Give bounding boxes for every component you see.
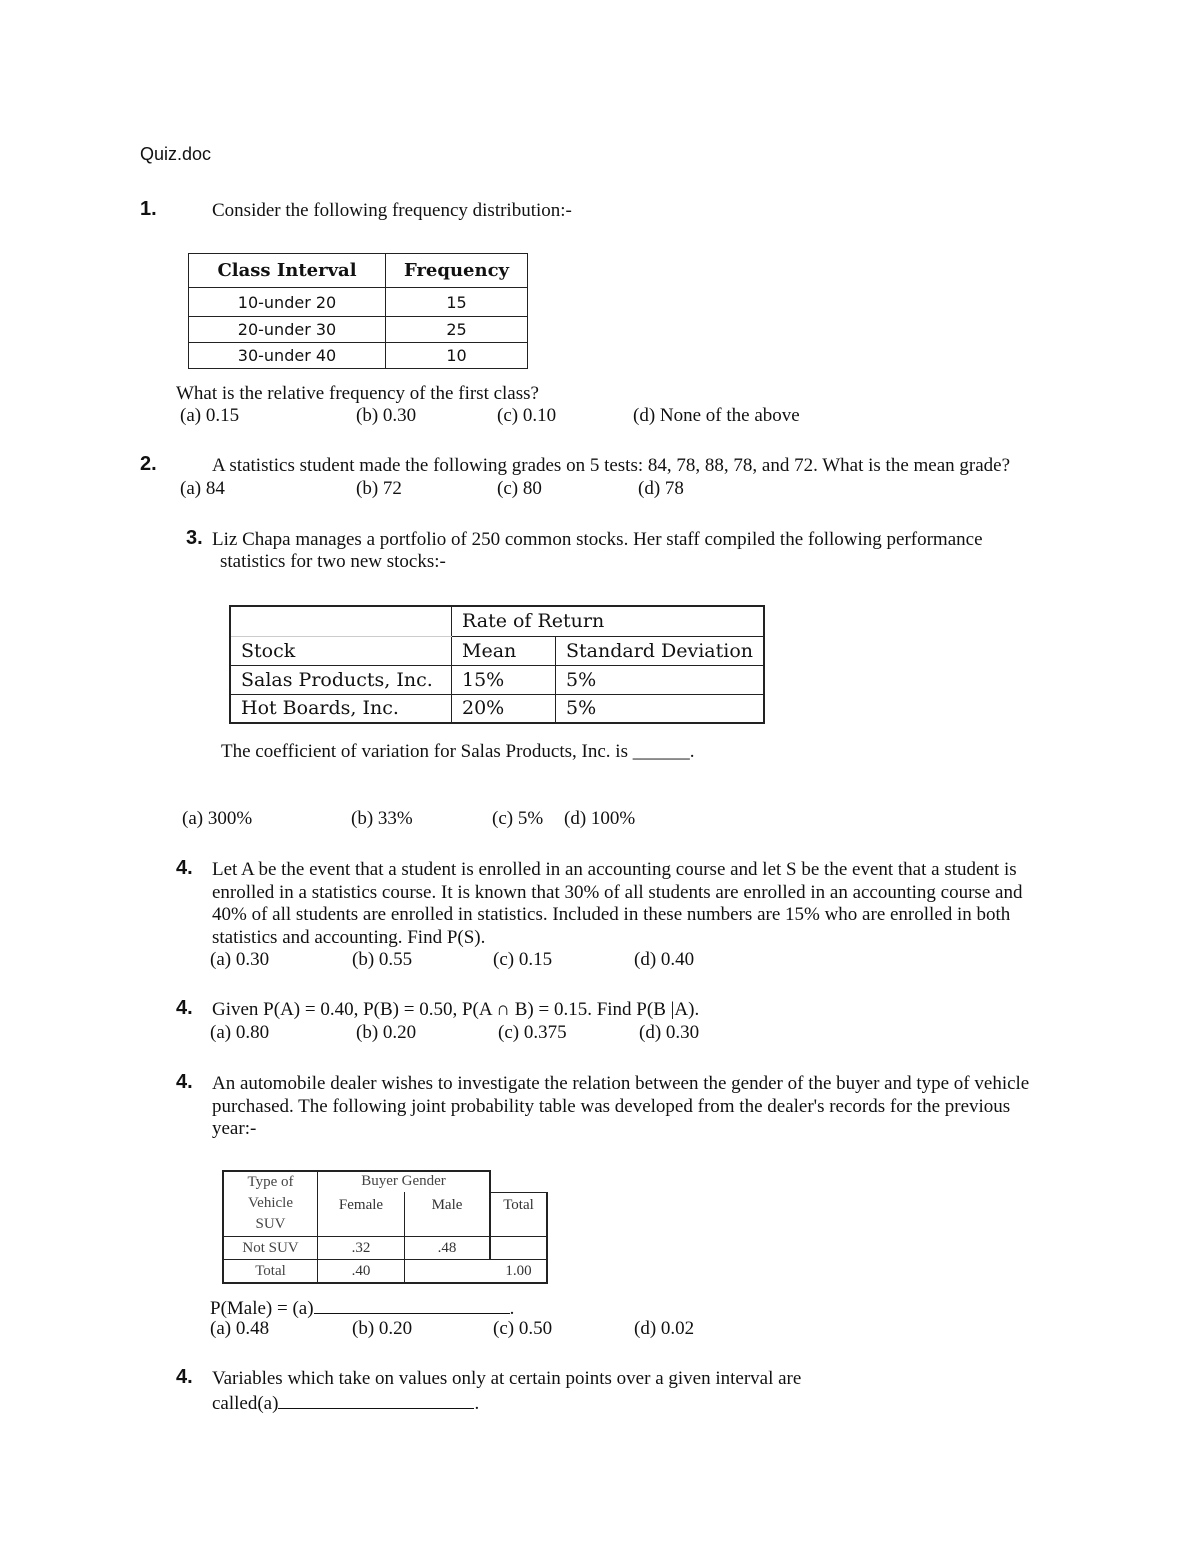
table-cell: 15% [452, 665, 556, 694]
table-cell: 20% [452, 694, 556, 723]
question-4-options [210, 948, 910, 972]
table-row [189, 288, 528, 317]
table-header: Standard Deviation [556, 636, 765, 665]
table-cell: 5% [556, 694, 765, 723]
answer-blank: ______. [632, 741, 695, 762]
table-cell: 1.00 [505, 1263, 532, 1279]
table-row [189, 317, 528, 343]
option-d: (d) 78 [638, 478, 684, 499]
table-cell: 25 [386, 317, 528, 343]
table-cell: 15 [386, 288, 528, 317]
table-header: Stock [230, 636, 452, 665]
table-header: Mean [452, 636, 556, 665]
option-c: (c) 80 [497, 478, 542, 499]
table-group-header: Buyer Gender [361, 1173, 446, 1189]
question-3-prompt-line-2: statistics for two new stocks:- [220, 551, 446, 572]
table-cell: .32 [351, 1240, 371, 1256]
question-1-options [176, 404, 876, 428]
table-cell: 10-under 20 [189, 288, 386, 317]
question-3-prompt-line-1: Liz Chapa manages a portfolio of 250 common stocks. Her staff compiled the following performance [212, 529, 983, 550]
table-cell: .40 [351, 1263, 371, 1279]
table-border [546, 1192, 548, 1284]
question-2-prompt: A statistics student made the following grades on 5 tests: 84, 78, 88, 78, and 72. What is the mean grade? [212, 455, 1011, 476]
question-4-number: 4. [176, 857, 193, 879]
question-6-text: P(Male) = (a) . [210, 1295, 514, 1320]
table-corner-header [224, 1172, 317, 1235]
table-cell: .48 [437, 1240, 457, 1256]
question-3-number: 3. [186, 527, 203, 549]
table-cell: Not SUV [242, 1240, 299, 1256]
option-c: (c) 5% [492, 808, 544, 829]
question-1-text: What is the relative frequency of the first class? [176, 383, 539, 404]
question-5-prompt: Given P(A) = 0.40, P(B) = 0.50, P(A ∩ B) = 0.15. Find P(B |A). [212, 999, 700, 1020]
question-6-options [210, 1317, 910, 1341]
option-b: (b) 0.55 [352, 949, 413, 970]
option-d: (d) 100% [564, 808, 636, 829]
option-a: (a) 84 [180, 478, 225, 499]
question-5-number: 4. [176, 997, 193, 1019]
table-border [222, 1282, 548, 1284]
question-4-line-1: Let A be the event that a student is enrolled in an accounting course and let S be the event that a student is [212, 859, 1017, 880]
table-header: Class Interval [189, 254, 386, 288]
option-a: (a) 0.30 [210, 949, 270, 970]
option-a: (a) 0.48 [210, 1318, 270, 1339]
question-4-line-3: 40% of all students are enrolled in statistics. Included in these numbers are 15% who are enrolled in both [212, 904, 1011, 925]
question-1-number: 1. [140, 198, 157, 220]
table-row [230, 665, 764, 694]
answer-blank [314, 1295, 510, 1314]
table-cell: Salas Products, Inc. [230, 665, 452, 694]
table-border [404, 1260, 405, 1282]
option-d: (d) 0.30 [639, 1022, 700, 1043]
option-c: (c) 0.375 [498, 1022, 567, 1043]
table-cell: Total [255, 1263, 286, 1279]
stock-returns-table [229, 605, 765, 724]
table-cell: 10 [386, 343, 528, 369]
table-cell: 20-under 30 [189, 317, 386, 343]
question-7-line-1: Variables which take on values only at certain points over a given interval are [212, 1368, 802, 1389]
table-header: Male [431, 1197, 463, 1213]
question-5-options [210, 1021, 910, 1045]
question-1-prompt: Consider the following frequency distribution:- [212, 200, 572, 221]
question-6-number: 4. [176, 1071, 193, 1093]
option-b: (b) 0.30 [356, 405, 417, 426]
table-group-header: Rate of Return [452, 606, 765, 636]
option-b: (b) 0.20 [352, 1318, 413, 1339]
question-2-number: 2. [140, 453, 157, 475]
option-b: (b) 72 [356, 478, 402, 499]
option-a: (a) 0.15 [180, 405, 240, 426]
joint-probability-table [222, 1170, 548, 1284]
question-7-line-2-label: called(a) [212, 1393, 279, 1414]
option-c: (c) 0.15 [493, 949, 553, 970]
question-2-options [176, 477, 876, 501]
question-6-line-2: purchased. The following joint probability table was developed from the dealer's records for the previous [212, 1096, 1011, 1117]
question-7-number: 4. [176, 1366, 193, 1388]
corner-line: Type of [247, 1174, 294, 1190]
frequency-table [188, 253, 528, 369]
option-d: (d) 0.02 [634, 1318, 695, 1339]
question-4-line-4: statistics and accounting. Find P(S). [212, 927, 486, 948]
question-4-line-2: enrolled in a statistics course. It is known that 30% of all students are enrolled in an accounting course and [212, 882, 1023, 903]
table-cell-empty [230, 606, 452, 636]
table-row [189, 343, 528, 369]
question-3-options [176, 807, 876, 831]
corner-line: Vehicle [248, 1195, 293, 1211]
option-b: (b) 0.20 [356, 1022, 417, 1043]
option-c: (c) 0.50 [493, 1318, 553, 1339]
table-border [490, 1192, 548, 1193]
option-d: (d) None of the above [633, 405, 800, 426]
option-d: (d) 0.40 [634, 949, 695, 970]
answer-blank [278, 1390, 474, 1409]
corner-line: SUV [255, 1216, 286, 1232]
question-7-line-2: called(a) . [212, 1390, 479, 1415]
table-cell: Hot Boards, Inc. [230, 694, 452, 723]
option-b: (b) 33% [351, 808, 413, 829]
question-3-text [221, 740, 694, 763]
option-c: (c) 0.10 [497, 405, 557, 426]
option-a: (a) 300% [182, 808, 253, 829]
question-6-line-3: year:- [212, 1118, 257, 1139]
question-6-text-label: P(Male) = (a) [210, 1298, 314, 1319]
table-header: Total [503, 1197, 534, 1213]
table-row [230, 694, 764, 723]
document-title: Quiz.doc [140, 144, 212, 164]
table-cell: 5% [556, 665, 765, 694]
table-header: Female [338, 1197, 384, 1213]
table-header: Frequency [386, 254, 528, 288]
table-cell: 30-under 40 [189, 343, 386, 369]
option-a: (a) 0.80 [210, 1022, 270, 1043]
question-6-line-1: An automobile dealer wishes to investigate the relation between the gender of the buyer and type of vehicle [212, 1073, 1030, 1094]
question-3-text-label: The coefficient of variation for Salas Products, Inc. is [221, 741, 628, 762]
